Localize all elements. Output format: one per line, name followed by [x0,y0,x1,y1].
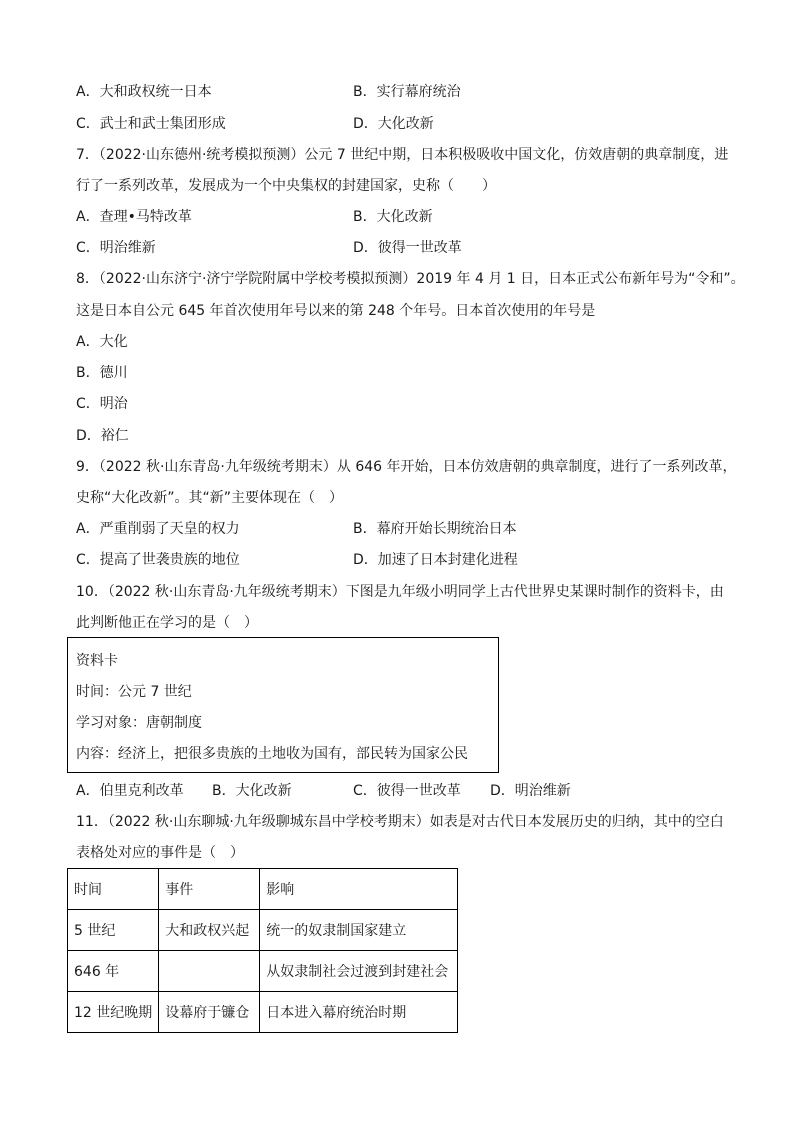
q9-option-a: A．严重削弱了天皇的权力 [76,521,240,537]
q10-stem-line1: 10．（2022 秋·山东青岛·九年级统考期末）下图是九年级小明同学上古代世界史某课时制作的资料卡，由 [76,584,724,600]
q9-stem-line1: 9．（2022 秋·山东青岛·九年级统考期末）从 646 年开始，日本仿效唐朝的典章制度，进行了一系列改革， [76,459,737,475]
q9-option-b: B．幕府开始长期统治日本 [353,521,517,537]
table-cell: 日本进入幕府统治时期 [260,992,458,1033]
material-card-object: 学习对象：唐朝制度 [76,715,202,731]
q6-option-c: C．武士和武士集团形成 [76,116,226,132]
table-row [68,992,458,1033]
material-card-title: 资料卡 [76,653,118,669]
q8-option-a: A．大化 [76,334,128,350]
q6-option-d: D．大化改新 [353,116,434,132]
q10-stem-line2: 此判断他正在学习的是（ ） [76,615,258,631]
table-header-cell: 时间 [68,869,159,910]
q9-option-d: D．加速了日本封建化进程 [353,552,518,568]
table-cell: 设幕府于镰仓 [159,992,260,1033]
q10-option-c: C．彼得一世改革 [353,783,461,799]
table-cell: 统一的奴隶制国家建立 [260,910,458,951]
table-cell: 12 世纪晚期 [68,992,159,1033]
q7-option-a: A．查理•马特改革 [76,209,192,225]
table-cell: 从奴隶制社会过渡到封建社会 [260,951,458,992]
q9-option-c: C．提高了世袭贵族的地位 [76,552,240,568]
table-cell: 大和政权兴起 [159,910,260,951]
history-table [67,868,458,1033]
q8-option-b: B．德川 [76,365,128,381]
q10-option-b: B．大化改新 [212,783,292,799]
table-row [68,910,458,951]
q11-stem-line2: 表格处对应的事件是（ ） [76,845,244,861]
q10-option-d: D．明治维新 [490,783,571,799]
q11-stem-line1: 11．（2022 秋·山东聊城·九年级聊城东昌中学校考期末）如表是对古代日本发展历史的归纳，其中的空白 [76,814,724,830]
q7-stem-line2: 行了一系列改革，发展成为一个中央集权的封建国家，史称（ ） [76,178,496,194]
table-header-row [68,869,458,910]
q7-option-c: C．明治维新 [76,240,156,256]
table-header-cell: 影响 [260,869,458,910]
table-cell: 5 世纪 [68,910,159,951]
material-card-content: 内容：经济上，把很多贵族的土地收为国有，部民转为国家公民 [76,746,468,762]
table-cell-blank [159,951,260,992]
q9-stem-line2: 史称“大化改新”。其“新”主要体现在（ ） [76,490,344,506]
q8-stem-line2: 这是日本自公元 645 年首次使用年号以来的第 248 个年号。日本首次使用的年号是 [76,303,596,319]
table-cell: 646 年 [68,951,159,992]
q8-option-d: D．裕仁 [76,428,129,444]
material-card [67,637,499,773]
q7-stem-line1: 7．（2022·山东德州·统考模拟预测）公元 7 世纪中期，日本积极吸收中国文化，仿效唐朝的典章制度，进 [76,147,729,163]
q8-option-c: C．明治 [76,396,128,412]
q6-option-b: B．实行幕府统治 [353,84,461,100]
q8-stem-line1: 8．（2022·山东济宁·济宁学院附属中学校考模拟预测）2019 年 4 月 1 日，日本正式公布新年号为“令和”。 [76,271,745,287]
q7-option-d: D．彼得一世改革 [353,240,462,256]
q10-option-a: A．伯里克利改革 [76,783,184,799]
q7-option-b: B．大化改新 [353,209,433,225]
q6-option-a: A．大和政权统一日本 [76,84,212,100]
material-card-time: 时间：公元 7 世纪 [76,684,192,700]
table-header-cell: 事件 [159,869,260,910]
table-row [68,951,458,992]
